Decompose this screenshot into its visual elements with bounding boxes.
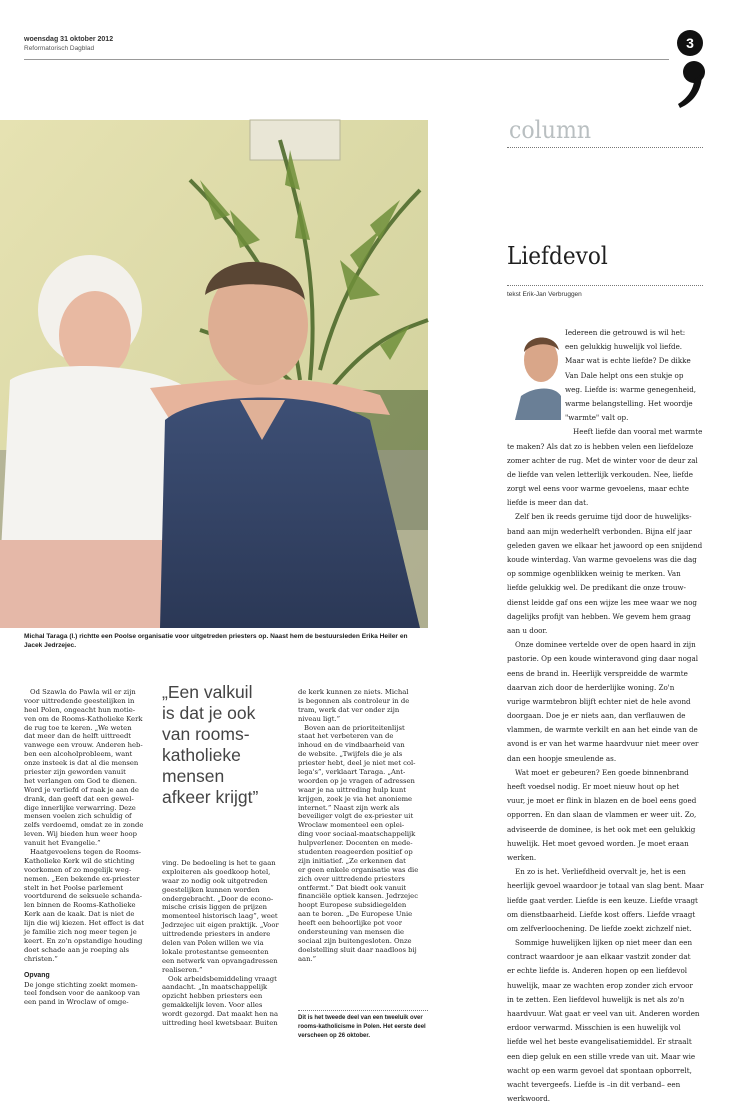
article-text-line: lijn die wij kiezen. Het effect is dat	[24, 919, 144, 928]
article-photo	[0, 120, 428, 628]
article-text-line: internet.” Naast zijn werk als	[298, 803, 400, 812]
column-text-line: om dienstbaarheid. Liefde kost offers. Liefde vraagt	[507, 909, 696, 919]
pull-quote	[162, 682, 292, 808]
article-text-line: de rug toe te keren. „We weten	[24, 723, 132, 732]
column-text-line: zorgt wel eens voor warme gevoelens, maar echte	[507, 484, 689, 494]
article-column-1	[24, 688, 156, 1007]
column-text-line: om zelfverloochening. De liefde zoekt zichzelf niet.	[507, 923, 692, 933]
article-text-line: tram, werk dat ver onder zijn	[298, 705, 400, 714]
article-text-line: exploiteren als goedkoop hotel,	[162, 867, 271, 876]
article-text-line: realiseren.”	[162, 965, 203, 974]
column-text-line: op sommige ogenblikken weinig te merken. Van	[507, 569, 681, 579]
pull-quote-line: van rooms-	[162, 724, 250, 744]
column-text-line: huwelijk. Het moet gevoed worden. Je moet eraan	[507, 838, 689, 848]
article-text-line: voor uittredende geestelijken in	[24, 696, 135, 705]
article-text-line: lega's”, verklaart Taraga. „Ant-	[298, 768, 406, 777]
column-text-line: dan een hoopje smeulende as.	[507, 753, 617, 763]
article-text-line: gemakkelijk leven. Voor alles	[162, 1001, 263, 1010]
column-text-line: En zo is het. Verliefdheid overvalt je, het is een	[515, 867, 686, 877]
column-text-line: huwelijk, maar ze wachten erop zonder zich ervoor	[507, 980, 693, 990]
pull-quote-line: „Een valkuil	[162, 682, 253, 702]
article-text-line: hoopt Europese subsidiegelden	[298, 901, 407, 910]
column-text-line: eens de brand in. Heerlijk verspreidde de warmte	[507, 668, 688, 678]
column-text-line: aan u door.	[507, 625, 548, 635]
article-text-line: De jonge stichting zoekt momen-	[24, 980, 138, 989]
article-text-line: uittredende priesters in andere	[162, 930, 271, 939]
column-text-line: dienst leidde gaf ons een wijze les mee waar we nog	[507, 597, 697, 607]
column-text-line: Van Dale helpt ons een stukje op	[565, 370, 684, 380]
title-rule	[507, 285, 703, 286]
pull-quote-line: katholieke	[162, 745, 241, 765]
caption-name: Michal Taraga	[24, 633, 68, 640]
article-text-line: zijn initiatief. „Ze erkennen dat	[298, 856, 406, 865]
article-text-line: doet schade aan je roeping als	[24, 945, 130, 954]
column-text-line: Iedereen die getrouwd is wil het:	[565, 328, 686, 337]
newspaper-name: Reformatorisch Dagblad	[24, 45, 95, 52]
article-text-line: ondergebracht. „Door de econo-	[162, 894, 274, 903]
column-text-line: Heeft liefde dan vooral met warmte	[573, 427, 703, 437]
article-text-line: sociaal zijn buitengesloten. Onze	[298, 936, 412, 945]
article-text-line: de kerk kunnen ze niets. Michal	[298, 688, 409, 696]
column-text-line: avond is er van het warme haardvuur niet meer over	[507, 739, 699, 749]
header-rule	[24, 59, 669, 60]
issue-date: woensdag 31 oktober 2012	[24, 36, 114, 43]
column-text-line: adviseerde de dominee, is het ook met een gelukkig	[507, 824, 696, 834]
column-text-line: in te zetten. Een liefdevol huwelijk is net als zo'n	[507, 994, 685, 1004]
article-text-line: keert. En zo'n opstandige houding	[24, 936, 143, 945]
column-text-line: werken.	[507, 852, 537, 862]
article-text-line: delen van Polen willen we via	[162, 939, 264, 948]
column-text-line: koude winterdag. Van warme gevoelens was die dag	[507, 555, 697, 564]
comma-logo-icon	[672, 58, 708, 110]
column-text-line: haardvuur. Wat gaat er veel van uit. Anderen worden	[507, 1009, 700, 1018]
article-text-line: vanwege een vrouw. Anderen heb-	[24, 741, 143, 750]
article-text-line: woorden op je vragen of adressen	[298, 776, 415, 785]
column-text-line: geleden gaven we elkaar het jawoord op een snijdend	[507, 540, 703, 550]
column-text-line: heeft voedsel nodig. Er moet nieuw hout op het	[507, 782, 680, 791]
section-label: column	[509, 116, 592, 144]
article-text-line: studenten reageerden positief op	[298, 848, 413, 857]
article-text-line: leven. Wij bieden hun weer hoop	[24, 830, 138, 839]
article-text-line: teel fondsen voor de aankoop van	[24, 989, 141, 998]
article-text-line: dat meer dan de helft uittreedt	[24, 732, 132, 741]
article-text-line: dige innerlijke verwarring. Deze	[24, 803, 136, 812]
article-text-line: christen.”	[24, 954, 58, 963]
article-text-line: doelstelling sluit daar naadloos bij	[298, 945, 417, 954]
column-text-line: doorgaan. Doe je er niets aan, dan verflauwen de	[507, 711, 686, 721]
article-text-line: zich over uittredende priesters	[298, 874, 405, 883]
byline: tekst Erik-Jan Verbruggen	[507, 291, 582, 298]
article-text-line: heel Polen, ongeacht hun motie-	[24, 705, 136, 714]
article-text-line: Haatgevoelens tegen de Rooms-	[30, 848, 142, 857]
column-text-line: een diep geluk en een stille vrede van uit. Maar wie	[507, 1051, 696, 1061]
article-text-line: een pand in Wroclaw of omge-	[24, 998, 129, 1007]
article-text-line: mensen voelen zich schuldig of	[24, 812, 132, 821]
series-note: Dit is het tweede deel van een tweeluik over rooms-katholicisme in Polen. Het eerste deel verscheen op 26 oktober.	[298, 1015, 426, 1039]
article-text-line: aan.”	[298, 954, 317, 963]
column-text-line: "warmte" valt op.	[565, 413, 629, 423]
article-text-line: je familie zich nog meer tegen je	[24, 928, 137, 937]
column-text-line: Sommige huwelijken lijken op niet meer dan een	[515, 938, 693, 948]
page-number-badge: 3	[677, 30, 703, 56]
article-text-line: het verlangen om God te dienen.	[24, 776, 138, 785]
column-body	[507, 326, 705, 1106]
pull-quote-line: is dat je ook	[162, 703, 256, 723]
article-text-line: Kerk aan de kaak. Dat is niet de	[24, 910, 135, 919]
article-text-line: krijgen, zoek je via het anonieme	[298, 794, 413, 803]
column-title: Liefdevol	[507, 242, 608, 270]
column-text-line: erdoor verwarmd. Misschien is een huwelijk vol	[507, 1023, 681, 1033]
article-text-line: ding voor sociaal-maatschappelijk	[298, 830, 416, 839]
column-text-line: liefde gaat verder. Liefde is een keuze. Liefde vraagt	[507, 895, 698, 905]
article-subheading: Opvang	[24, 971, 50, 979]
column-text-line: vurige warmtebron blijft echter niet de hele avond	[507, 696, 691, 706]
column-text-line: wacht op een warm gevoel dat spontaan opborrelt,	[507, 1065, 692, 1075]
article-text-line: vanuit het Evangelie.”	[24, 839, 101, 848]
article-text-line: Ook arbeidsbemiddeling vraagt	[168, 974, 277, 983]
column-text-line: dagelijks profijt van hebben. We gevem hem graag	[507, 611, 691, 621]
pull-quote-line: afkeer krijgt”	[162, 787, 259, 807]
pull-quote-line: mensen	[162, 766, 225, 786]
article-text-line: heeft een behoorlijke pot voor	[298, 919, 402, 928]
article-text-line: lokale protestantse gemeenten	[162, 947, 269, 956]
column-text-line: de liefde van velen letterlijk verkouden. Nee, liefde	[507, 469, 693, 479]
article-text-line: is begonnen als controleur in de	[298, 696, 410, 705]
note-rule	[298, 1010, 428, 1011]
column-text-line: een gelukkig huwelijk vol liefde.	[565, 342, 683, 352]
article-text-line: niveau ligt.”	[298, 714, 341, 723]
article-text-line: de website. „Twijfels die je als	[298, 750, 403, 759]
article-text-line: staat het verbeteren van de	[298, 732, 394, 741]
article-text-line: voortdurend de seksuele schanda-	[24, 892, 143, 901]
column-text-line: vuur, je moet er flink in blazen en de boel eens goed	[507, 796, 697, 806]
article-text-line: Katholieke Kerk wil de stichting	[24, 856, 135, 865]
article-text-line: waar zo nodig ook uitgetreden	[162, 876, 268, 885]
article-text-line: priester hebt, deel je niet met col-	[298, 759, 416, 768]
article-text-line: beveiliger volgt de ex-priester uit	[298, 812, 414, 821]
article-text-line: een netwerk van opvangadressen	[162, 956, 278, 965]
column-text-line: daarvan zich door de herderlijke woning. Zo'n	[507, 682, 675, 692]
article-text-line: ven om de Rooms-Katholieke Kerk	[24, 714, 143, 723]
article-column-3	[298, 688, 428, 964]
article-text-line: ben een alcoholprobleem, want	[24, 750, 133, 759]
article-text-line: mische crisis liggen de prijzen	[162, 903, 268, 912]
article-text-line: Boven aan de prioriteitenlijst	[304, 723, 405, 732]
article-text-line: financiële optiek kansen. Jedrzejec	[298, 892, 418, 901]
article-text-line: momenteel historisch laag”, weet	[162, 912, 278, 921]
column-text-line: heerlijk gevoel waardoor je totaal van slag bent. Maar	[507, 881, 704, 891]
column-text-line: contract waardoor je aan elkaar vastzit zonder dat	[507, 952, 691, 962]
article-text-line: nemen. „Een bekende ex-priester	[24, 874, 140, 883]
column-text-line: weg. Liefde is: warme genegenheid,	[565, 384, 697, 394]
column-text-line: liefde gelukkig wel. De predikant die onze trouw-	[507, 583, 686, 593]
article-text-line: stelt in het Poolse parlement	[24, 883, 124, 892]
article-text-line: ontfermt.” Dat biedt ook vanuit	[298, 883, 407, 892]
article-text-line: inhoud en de vindbaarheid van	[298, 741, 405, 750]
column-text-line: wacht tevergeefs. Liefde is –in dit verband– een	[507, 1079, 681, 1089]
column-text-line: vlammen, de warmte verkilt en aan het einde van de	[507, 725, 698, 735]
column-text-line: pastorie. Op een koude winteravond ging daar nogal	[507, 654, 699, 664]
article-text-line: Word je verliefd of raak je aan de	[24, 785, 139, 794]
article-text-line: waar je na uittreding hulp kunt	[298, 785, 406, 794]
article-text-line: geestelijken kunnen worden	[162, 885, 260, 894]
article-text-line: Wroclaw momenteel een oplei-	[298, 821, 405, 830]
article-text-line: hulpverlener. Docenten en mede-	[298, 839, 413, 848]
article-text-line: priester zijn geworden vanuit	[24, 768, 126, 777]
article-text-line: aan te boren. „De Europese Unie	[298, 910, 413, 919]
column-text-line: liefde wel het beste evangelisatiemiddel. Er straalt	[507, 1037, 692, 1047]
article-text-line: aandacht. „In maatschappelijk	[162, 983, 268, 992]
article-text-line: voorkomen of zo mogelijk weg-	[24, 865, 132, 874]
column-text-line: Zelf ben ik reeds geruime tijd door de huwelijks-	[515, 512, 692, 522]
article-text-line: drank, dan geeft dat een gewel-	[24, 794, 134, 803]
column-text-line: Wat moet er gebeuren? Een goede binnenbrand	[515, 767, 689, 777]
article-text-line: ondersteuning van mensen die	[298, 928, 405, 937]
column-text-line: liefde is meer dan dat.	[507, 498, 589, 508]
article-text-line: onze insteek is dat al die mensen	[24, 759, 139, 768]
column-text-line: band aan mijn wederhelft verbonden. Bijna elf jaar	[507, 526, 692, 536]
column-text-line: werkwoord.	[507, 1094, 551, 1104]
article-text-line: Od Szawla do Pawla wil er zijn	[30, 688, 136, 696]
article-text-line: len binnen de Rooms-Katholieke	[24, 901, 136, 910]
article-text-line: opzicht hebben priesters een	[162, 992, 263, 1001]
column-text-line: er echte liefde is. Anderen hopen op een liefdevol	[507, 966, 688, 976]
section-rule	[507, 147, 703, 148]
article-text-line: zelfs verdoemd, omdat ze in zonde	[24, 821, 144, 830]
column-text-line: zomer achter de rug. Met de winter voor de deur zal	[507, 455, 698, 465]
photo-caption	[24, 632, 424, 651]
column-text-line: opporren. En dan slaan de vlammen er weer uit. Zo,	[507, 810, 697, 820]
article-text-line: Jedrzejec uit eigen praktijk. „Voor	[162, 921, 279, 930]
column-text-line: te maken? Als dat zo is hebben velen een liefdeloze	[507, 441, 694, 451]
article-text-line: uittreding heel kwetsbaar. Buiten	[162, 1019, 278, 1028]
column-text-line: Maar wat is echte liefde? De dikke	[565, 356, 691, 366]
article-text-line: ving. De bedoeling is het te gaan	[162, 859, 276, 867]
column-text-line: warme belangstelling. Het woordje	[565, 398, 693, 408]
article-text-line: er geen enkele organisatie was die	[298, 865, 419, 874]
article-text-line: wordt gezorgd. Dat maakt hen na	[162, 1010, 279, 1019]
caption-text: (l.) richtte een Poolse organisatie voor uitgetreden priesters op. Naast hem de bestuursleden Erika Heiler en Jacek Jedrzejec.	[24, 633, 408, 650]
article-column-2	[162, 859, 292, 1028]
column-text-line: Onze dominee vertelde over de open haard in zijn	[515, 640, 696, 650]
